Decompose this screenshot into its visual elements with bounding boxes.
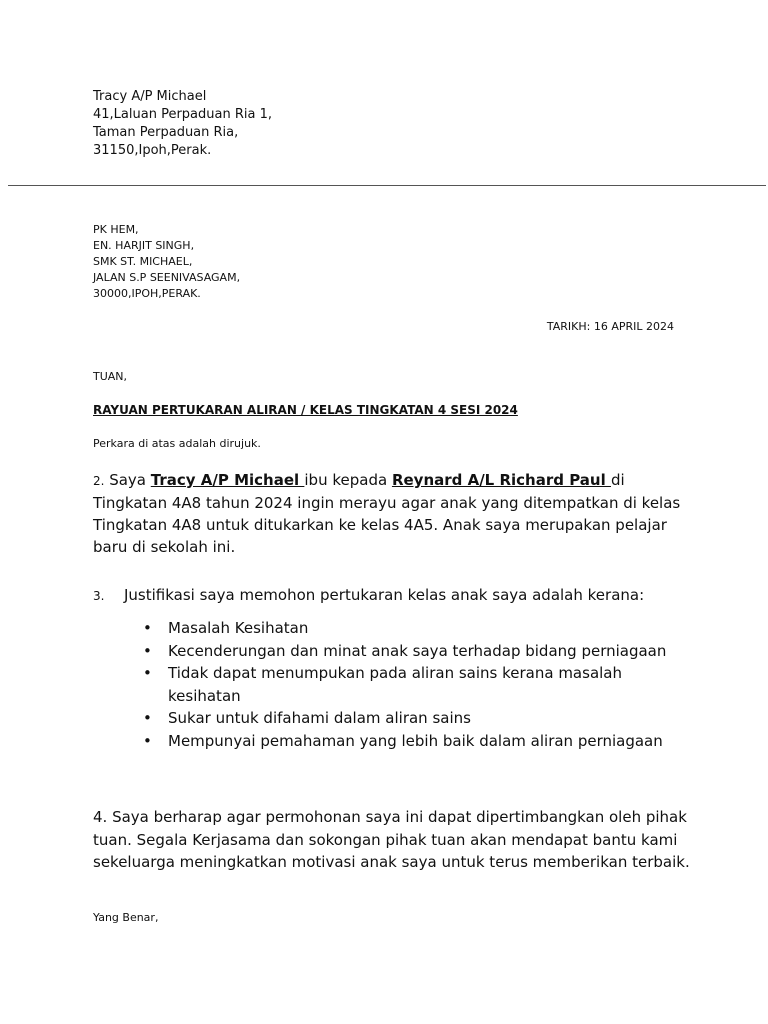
recipient-line: PK HEM, [93, 223, 139, 236]
recipient-line: EN. HARJIT SINGH, [93, 239, 195, 252]
paragraph-text: Justifikasi saya memohon pertukaran kelas anak saya adalah kerana: [124, 586, 645, 604]
signoff: Yang Benar, [93, 911, 159, 924]
paragraph-text: Saya [104, 471, 151, 489]
recipient-line: 30000,IPOH,PERAK. [93, 287, 201, 300]
recipient-address [93, 222, 240, 302]
subject-text: RAYUAN PERTUKARAN ALIRAN / KELAS TINGKATAN 4 SESI 2024 [93, 403, 518, 417]
list-item: • Sukar untuk difahami dalam aliran sains [143, 707, 683, 730]
salutation: TUAN, [93, 370, 128, 383]
paragraph-3 [93, 584, 644, 607]
child-name: Reynard A/L Richard Paul [391, 471, 611, 489]
sender-address [93, 88, 272, 160]
paragraph-number: 3. [93, 589, 105, 603]
sender-address-line: 31150,Ipoh,Perak. [93, 143, 212, 158]
header-divider [8, 185, 766, 186]
paragraph-text: ibu kepada [304, 471, 392, 489]
paragraph-number: 2. [93, 474, 105, 488]
sender-address-line: Taman Perpaduan Ria, [93, 125, 239, 140]
reference-line: Perkara di atas adalah dirujuk. [93, 437, 261, 450]
letter-date: TARIKH: 16 APRIL 2024 [546, 320, 674, 333]
subject-underline-pad [518, 403, 566, 417]
list-item: • Mempunyai pemahaman yang lebih baik dalam aliran perniagaan [143, 730, 683, 753]
sender-name: Tracy A/P Michael [93, 89, 207, 104]
paragraph-2 [93, 469, 693, 558]
paragraph-text: di Tingkatan 4A8 tahun 2024 ingin merayu agar anak yang ditempatkan di kelas Tingkatan 4A8 untuk ditukarkan ke kelas 4A5. Anak saya merupakan pelajar baru di sekolah ini. [93, 471, 681, 556]
list-item: • Kecenderungan dan minat anak saya terhadap bidang perniagaan [143, 640, 683, 663]
paragraph-4: 4. Saya berharap agar permohonan saya ini dapat dipertimbangkan oleh pihak tuan. Segala Kerjasama dan sokongan pihak tuan akan mendapat bantu kami sekeluarga meningkatkan motivasi anak saya untuk terus memberikan terbaik. [93, 808, 690, 871]
parent-name: Tracy A/P Michael [150, 471, 305, 489]
sender-address-line: 41,Laluan Perpaduan Ria 1, [93, 107, 272, 122]
list-item: • Masalah Kesihatan [143, 617, 683, 640]
list-item: • Tidak dapat menumpukan pada aliran sains kerana masalah kesihatan [143, 662, 683, 707]
recipient-line: JALAN S.P SEENIVASAGAM, [93, 271, 241, 284]
justification-list [143, 617, 683, 752]
letter-subject [93, 403, 566, 417]
recipient-line: SMK ST. MICHAEL, [93, 255, 193, 268]
